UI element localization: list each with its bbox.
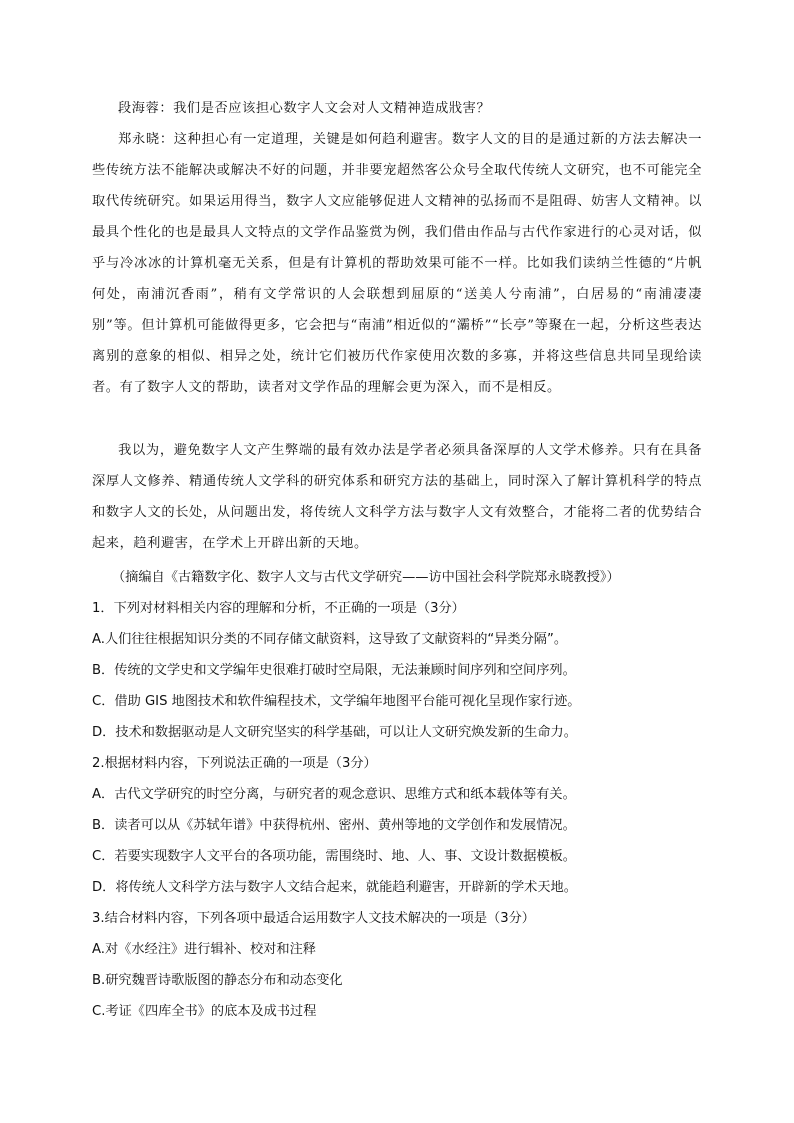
answer-text-2: 我以为，避免数字人文产生弊端的最有效办法是学者必须具备深厚的人文学术修养。只有在具备深厚人文修养、精通传统人文学科的研究体系和研究方法的基础上，同时深入了解计算机科学的特点和数字人文的长处，从问题出发，将传统人文科学方法与数字人文有效整合，才能将二者的优势结合起来，趋利避害，在学术上开辟出新的天地。 [92, 443, 702, 551]
question-1-option-b: B．传统的文学史和文学编年史很难打破时空局限，无法兼顾时间序列和空间序列。 [92, 663, 576, 678]
question-2-stem: 2.根据材料内容，下列说法正确的一项是（3分） [92, 756, 377, 771]
question-1-option-d: D．技术和数据驱动是人文研究坚实的科学基础，可以让人文研究焕发新的生命力。 [92, 725, 577, 740]
source-citation: （摘编自《古籍数字化、数字人文与古代文学研究——访中国社会科学院郑永晓教授》） [112, 570, 620, 585]
answer-paragraph-2 [92, 435, 702, 559]
question-1-option-a: A.人们往往根据知识分类的不同存储文献资料，这导致了文献资料的“异类分隔”。 [92, 632, 568, 647]
question-2-option-d: D．将传统人文科学方法与数字人文结合起来，就能趋利避害，开辟新的学术天地。 [92, 880, 577, 895]
interview-question [92, 93, 702, 124]
question-3-option-c: C.考证《四库全书》的底本及成书过程 [92, 1004, 317, 1019]
question-2-option-a: A．古代文学研究的时空分离，与研究者的观念意识、思维方式和纸本载体等有关。 [92, 787, 576, 802]
question-3-stem: 3.结合材料内容，下列各项中最适合运用数字人文技术解决的一项是（3分） [92, 911, 535, 926]
question-2-option-c: C．若要实现数字人文平台的各项功能，需围绕时、地、人、事、文设计数据模板。 [92, 849, 576, 864]
question-1-option-c: C．借助 GIS 地图技术和软件编程技术，文学编年地图平台能可视化呈现作家行迹。 [92, 694, 581, 709]
question-1-stem: 1．下列对材料相关内容的理解和分析，不正确的一项是（3分） [92, 601, 465, 616]
question-2-option-b: B．读者可以从《苏轼年谱》中获得杭州、密州、黄州等地的文学创作和发展情况。 [92, 818, 576, 833]
answer-paragraph-1 [92, 124, 702, 434]
answer-text-1: 郑永晓：这种担心有一定道理，关键是如何趋利避害。数字人文的目的是通过新的方法去解决一些传统方法不能解决或解决不好的问题，并非要宠超然客公众号全取代传统人文研究，也不可能完全取代传统研究。如果运用得当，数字人文应能够促进人文精神的弘扬而不是阻碍、妨害人文精神。以最具个性化的也是最具人文特点的文学作品鉴赏为例，我们借由作品与古代作家进行的心灵对话，似乎与冷冰冰的计算机毫无关系，但是有计算机的帮助效果可能不一样。比如我们读纳兰性德的“片帆何处，南浦沉香雨”，稍有文学常识的人会联想到屈原的“送美人兮南浦”，白居易的“南浦凄凄别”等。但计算机可能做得更多，它会把与“南浦”相近似的“灞桥”“长亭”等聚在一起，分析这些表达离别的意象的相似、相异之处，统计它们被历代作家使用次数的多寡，并将这些信息共同呈现给读者。有了数字人文的帮助，读者对文学作品的理解会更为深入，而不是相反。 [92, 132, 702, 395]
question-3-option-b: B.研究魏晋诗歌版图的静态分布和动态变化 [92, 973, 343, 988]
question-text: 段海蓉：我们是否应该担心数字人文会对人文精神造成戕害？ [118, 101, 491, 116]
question-3-option-a: A.对《水经注》进行辑补、校对和注释 [92, 942, 316, 957]
